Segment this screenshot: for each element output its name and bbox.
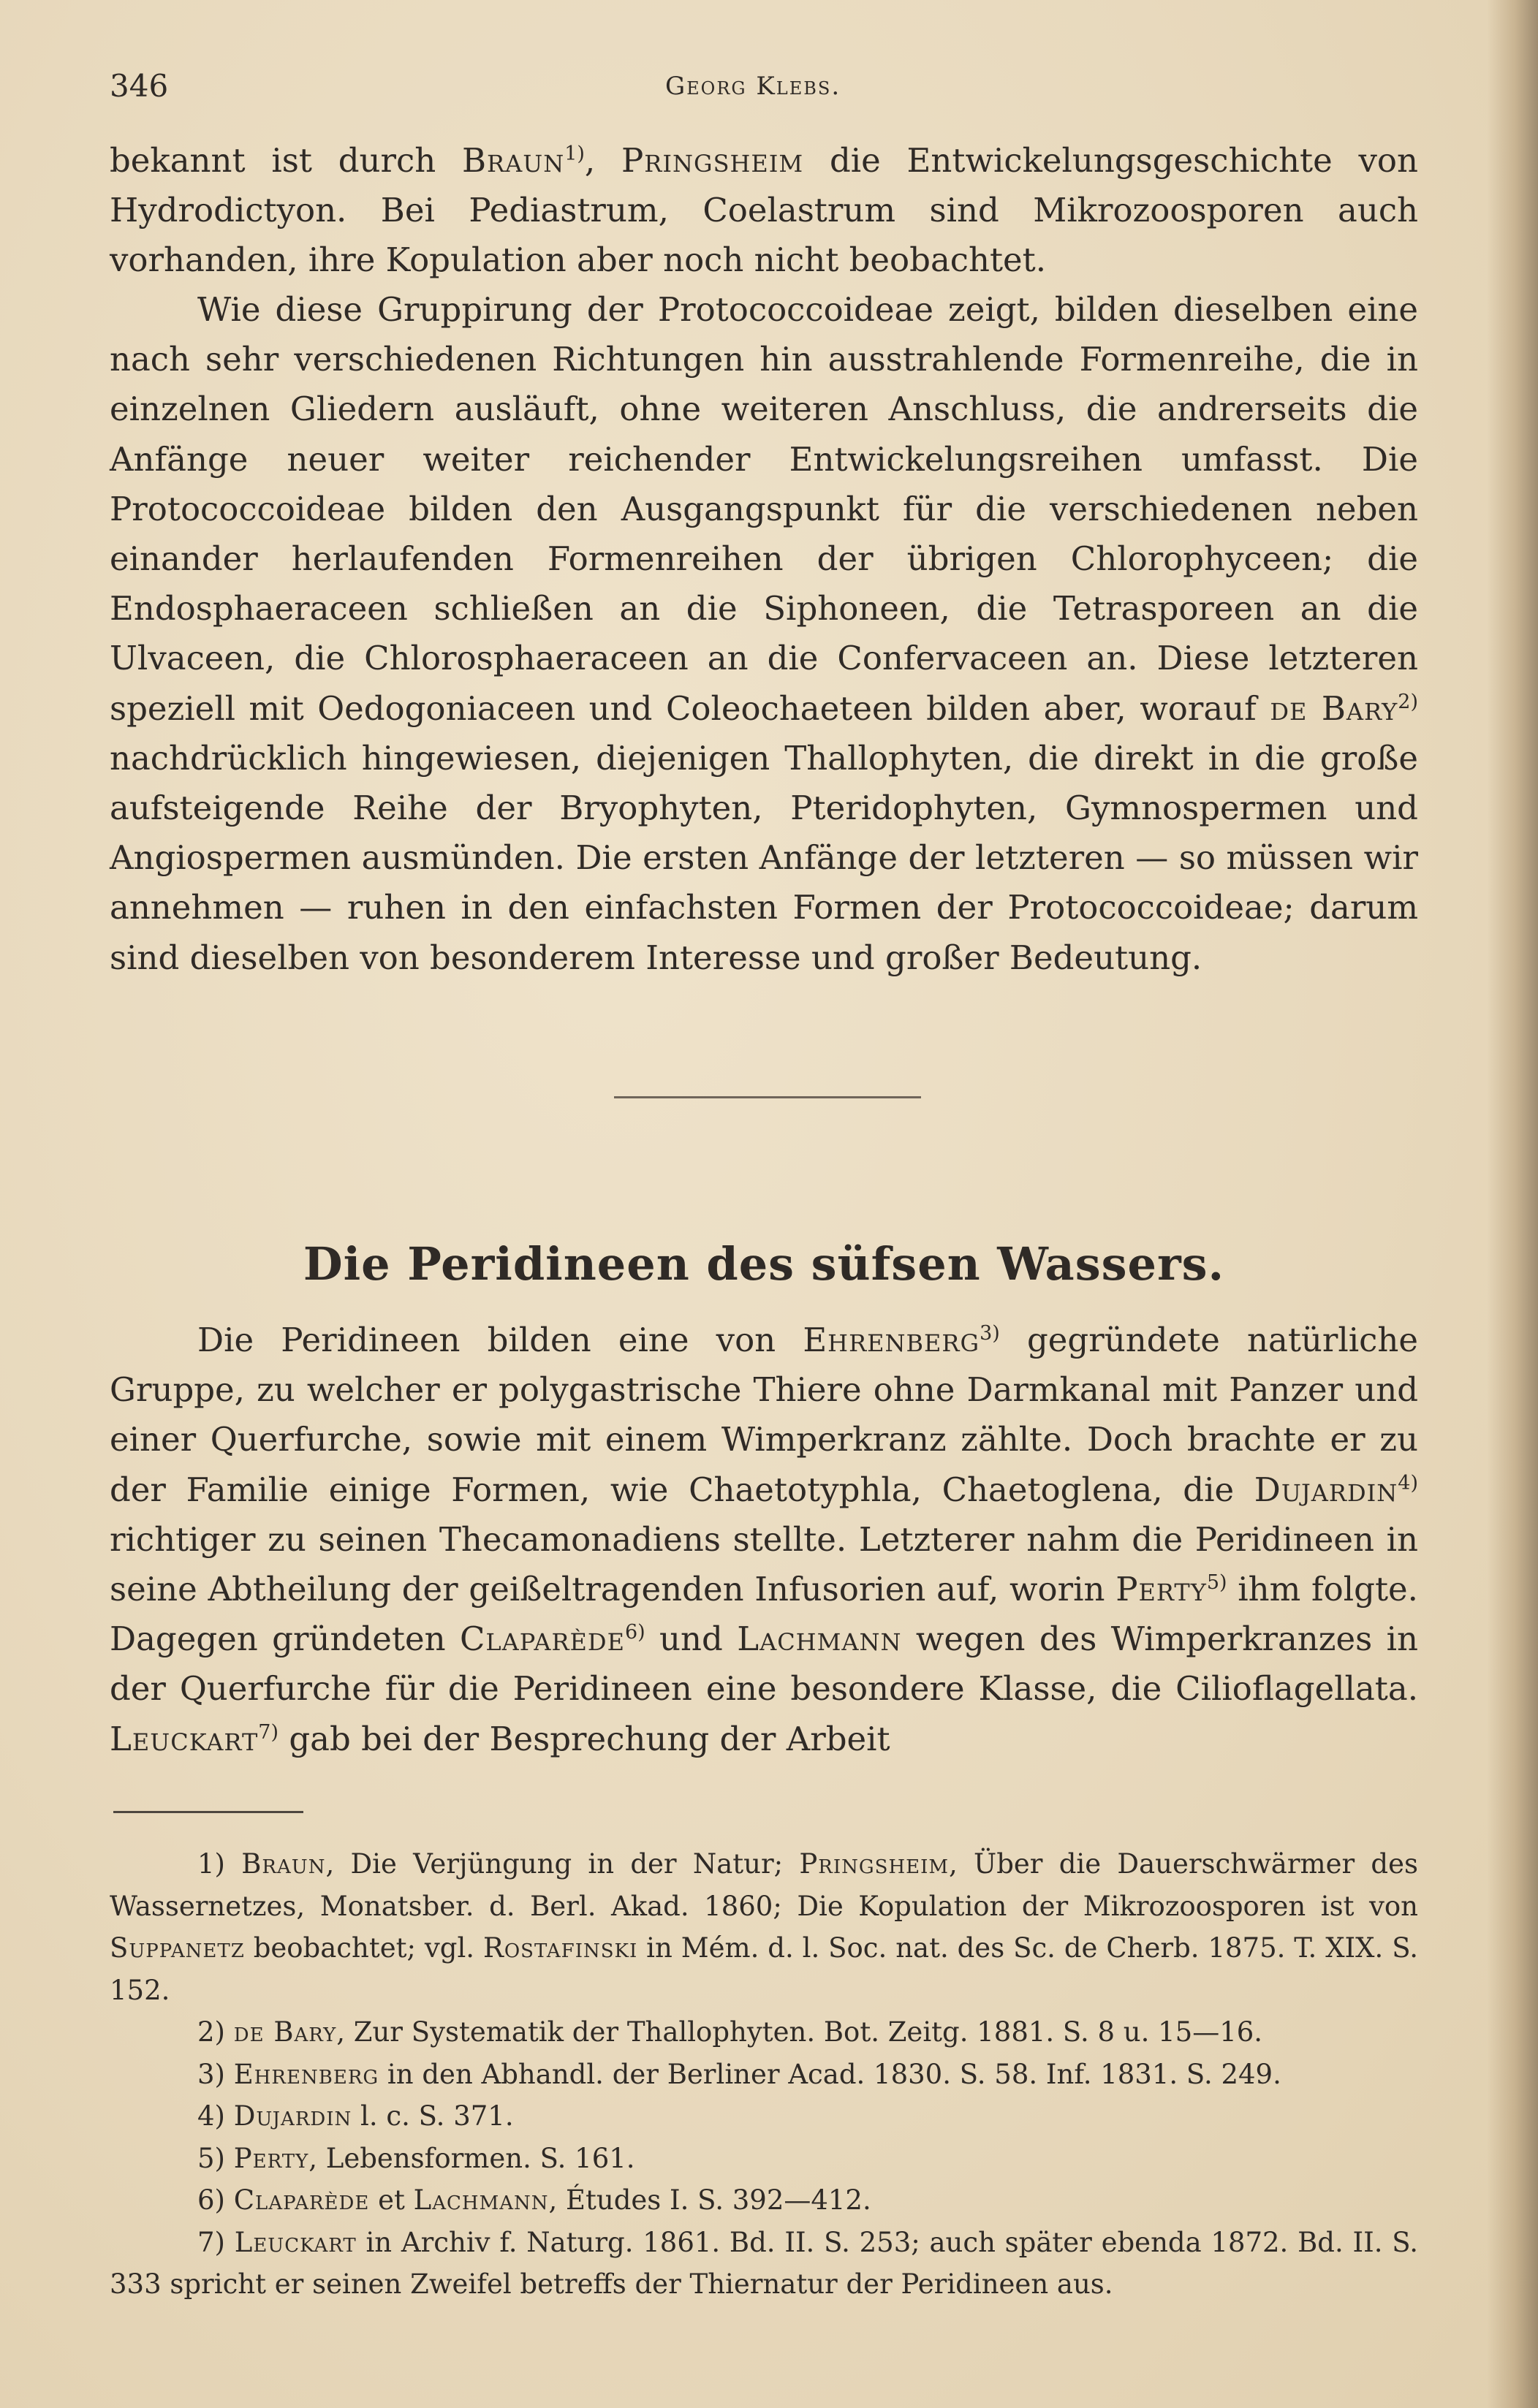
text-run: ihm folgte. Dagegen gründeten — [110, 1570, 1418, 1659]
paragraph-3 — [110, 1315, 1418, 1764]
page-header — [110, 64, 1425, 108]
author-name: Rostafinski — [482, 1932, 638, 1964]
page-number: 346 — [110, 68, 169, 104]
text-run: beobachtet; vgl. — [244, 1932, 483, 1964]
text-run: in den Abhandl. der Berliner Acad. 1830. S. 58. Inf. 1831. S. 249. — [379, 2058, 1281, 2090]
text-run: l. c. S. 371. — [352, 2100, 514, 2132]
text-run: , Lebensformen. S. 161. — [308, 2142, 635, 2174]
text-run: , — [584, 141, 621, 180]
author-name: Pringsheim — [799, 1848, 950, 1880]
footnotes — [110, 1843, 1418, 2306]
author-name: Ehrenberg — [803, 1321, 980, 1359]
footnote-6 — [110, 2179, 1418, 2222]
footnote-ref: 1) — [564, 143, 585, 165]
author-name: Leuckart — [234, 2226, 357, 2258]
footnote-1 — [110, 1843, 1418, 2011]
text-run: Die Peridineen bilden eine von — [197, 1321, 803, 1359]
author-name: Lachmann — [413, 2184, 549, 2216]
text-run: die Entwickelungsgeschichte von Hydrodictyon. Bei Pediastrum, Coelastrum sind Mikrozoosporen auch vorhanden, ihre Kopulation aber noch nicht beobachtet. — [110, 141, 1418, 280]
text-run: Wie diese Gruppirung der Protococcoideae zeigt, bilden dieselben eine nach sehr verschiedenen Richtungen hin ausstrahlende Formenreihe, die in einzelnen Gliedern ausläuft, ohne weiteren Anschluss, die andrerseits die Anfänge neuer weiter reichender Entwickelungsreihen umfasst. Die Protococcoideae bilden den Ausgangspunkt für die verschiedenen neben einander herlaufenden Formenreihen der übrigen Chlorophyceen; die Endosphaeraceen schließen an die Siphoneen, die Tetrasporeen an die Ulvaceen, die Chlorosphaeraceen an die Confervaceen an. Diese letzteren speziell mit Oedogoniaceen und Coleochaeteen bilden aber, worauf — [110, 290, 1418, 728]
running-head: Georg Klebs. — [665, 72, 841, 101]
section-title: Die Peridineen des süfsen Wassers. — [303, 1237, 1225, 1291]
paragraph-2 — [110, 285, 1418, 983]
author-name: Braun — [241, 1848, 326, 1880]
footnote-3 — [110, 2054, 1418, 2096]
text-run: , Über die Dauerschwärmer des Wassernetzes, Monatsber. d. Berl. Akad. 1860; Die Kopulation der Mikrozoosporen ist von — [110, 1848, 1418, 1922]
footnote-5 — [110, 2138, 1418, 2180]
author-name: Perty — [1115, 1570, 1207, 1609]
text-run: gegründete natürliche Gruppe, zu welcher er polygastrische Thiere ohne Darmkanal mit Panzer und einer Querfurche, sowie mit einem Wimperkranz zählte. Doch brachte er zu der Familie einige Formen, wie Chaetotyphla, Chaetoglena, die — [110, 1321, 1418, 1509]
text-run: in Archiv f. Naturg. 1861. Bd. II. S. 253; auch später ebenda 1872. Bd. II. S. 333 spricht er seinen Zweifel betreffs der Thiernatur der Peridineen aus. — [110, 2226, 1419, 2300]
footnote-ref: 7) — [258, 1720, 279, 1744]
footnote-ref: 2) — [1398, 690, 1418, 713]
footnote-rule — [113, 1811, 303, 1813]
footnote-number: 4) — [197, 2100, 225, 2132]
author-name: Claparède — [459, 1619, 625, 1659]
author-name: Suppanetz — [110, 1932, 245, 1964]
author-name: Claparède — [233, 2184, 370, 2216]
footnote-ref: 4) — [1398, 1471, 1418, 1494]
footnote-number: 7) — [197, 2226, 225, 2258]
author-name: de Bary — [233, 2016, 337, 2048]
text-run: et — [369, 2184, 414, 2216]
text-run: und — [645, 1619, 738, 1659]
footnote-number: 3) — [197, 2058, 225, 2090]
author-name: Pringsheim — [621, 141, 804, 180]
author-name: Perty — [233, 2142, 309, 2174]
footnote-ref: 6) — [624, 1621, 645, 1644]
footnote-number: 5) — [197, 2142, 225, 2174]
text-run: bekannt ist durch — [110, 141, 462, 180]
footnote-number: 2) — [197, 2016, 225, 2048]
footnote-ref: 3) — [980, 1322, 1000, 1345]
text-run: , Zur Systematik der Thallophyten. Bot. Zeitg. 1881. S. 8 u. 15—16. — [336, 2016, 1263, 2048]
text-run: in Mém. d. l. Soc. nat. des Sc. de Cherb. 1875. T. XIX. S. 152. — [110, 1932, 1418, 2006]
footnote-number: 1) — [197, 1848, 225, 1880]
author-name: Leuckart — [110, 1719, 259, 1758]
page-binding-shadow — [1487, 0, 1538, 2408]
footnote-4 — [110, 2095, 1418, 2138]
text-run: richtiger zu seinen Thecamonadiens stellte. Letzterer nahm die Peridineen in seine Abtheilung der geißeltragenden Infusorien auf, worin — [110, 1519, 1418, 1609]
text-run: nachdrücklich hingewiesen, diejenigen Thallophyten, die direkt in die große aufsteigende Reihe der Bryophyten, Pteridophyten, Gymnospermen und Angiospermen ausmünden. Die ersten Anfänge der letzteren — so müssen wir annehmen — ruhen in den einfachsten Formen der Protococcoideae; darum sind dieselben von besonderem Interesse und großer Bedeutung. — [110, 738, 1418, 977]
footnote-ref: 5) — [1206, 1571, 1227, 1595]
footnote-number: 6) — [197, 2184, 225, 2216]
author-name: Dujardin — [233, 2100, 352, 2132]
text-run: , Die Verjüngung in der Natur; — [325, 1848, 800, 1880]
text-run: , Études I. S. 392—412. — [548, 2184, 871, 2216]
author-name: Ehrenberg — [233, 2058, 379, 2090]
section-divider — [614, 1096, 921, 1098]
author-name: Lachmann — [737, 1619, 902, 1659]
author-name: de Bary — [1270, 688, 1398, 728]
author-name: Dujardin — [1254, 1470, 1398, 1509]
author-name: Braun — [461, 141, 565, 180]
text-run: gab bei der Besprechung der Arbeit — [279, 1719, 890, 1758]
text-run: wegen des Wimperkranzes in der Querfurche für die Peridineen eine besondere Klasse, die Cilioflagellata. — [110, 1619, 1418, 1709]
paragraph-1 — [110, 136, 1418, 286]
footnote-2 — [110, 2011, 1418, 2054]
footnote-7 — [110, 2222, 1418, 2306]
